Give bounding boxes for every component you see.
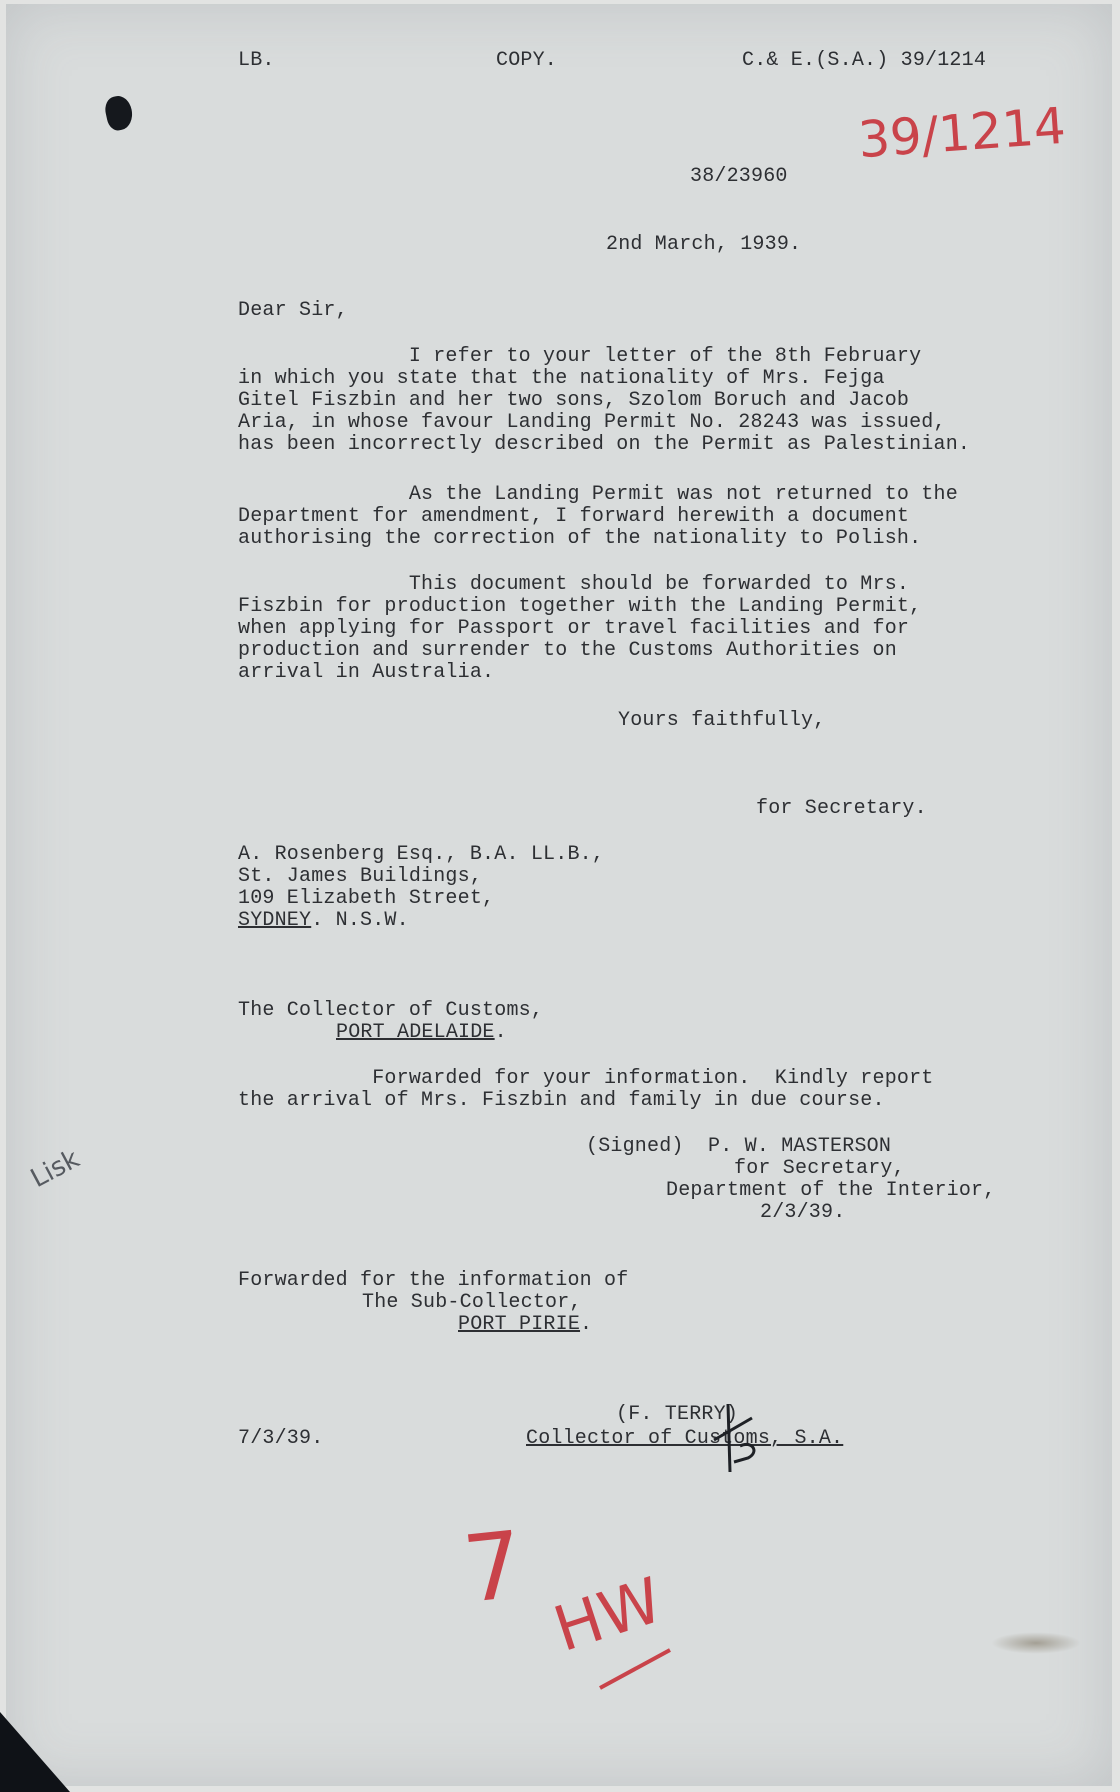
forward2-port-line — [458, 1314, 592, 1336]
red-underline-icon — [596, 1644, 676, 1694]
letter-date: 2nd March, 1939. — [606, 233, 802, 256]
pen-scrawl-icon — [700, 1400, 770, 1480]
punch-hole — [103, 94, 136, 133]
forward1-port: PORT ADELAIDE — [336, 1021, 495, 1044]
paper-stain — [991, 1632, 1081, 1654]
signature-title: for Secretary. — [756, 797, 927, 820]
forward1-department: Department of the Interior, — [666, 1179, 996, 1202]
closing: Yours faithfully, — [618, 709, 826, 732]
paragraph-line: I refer to your letter of the 8th February — [238, 345, 922, 368]
page-corner-shadow — [0, 1712, 70, 1792]
paragraph-line: Aria, in whose favour Landing Permit No. 28243 was issued, — [238, 411, 946, 434]
addressee-street: 109 Elizabeth Street, — [238, 887, 495, 910]
final-signer: (F. TERRY) — [616, 1403, 739, 1426]
header-lb: LB. — [238, 49, 275, 72]
salutation: Dear Sir, — [238, 299, 348, 322]
red-pencil-mark: 7 — [458, 1511, 528, 1624]
addressee-city-line — [238, 910, 409, 932]
forward2-recipient: The Sub-Collector, — [362, 1291, 582, 1314]
paragraph-line: in which you state that the nationality of Mrs. Fejga — [238, 367, 885, 390]
forward1-port-suffix: . — [494, 1021, 507, 1044]
paragraph-line: when applying for Passport or travel facilities and for — [238, 617, 910, 640]
document-page — [6, 4, 1112, 1786]
final-title: Collector of Customs, S.A. — [526, 1427, 844, 1450]
forward1-body-line: Forwarded for your information. Kindly report — [238, 1067, 934, 1090]
reference-number: 38/23960 — [690, 165, 788, 188]
forward1-for-secretary: for Secretary, — [734, 1157, 905, 1180]
handwritten-margin-note: Lisk — [25, 1143, 85, 1195]
paragraph-line: authorising the correction of the nationality to Polish. — [238, 527, 922, 550]
addressee-building: St. James Buildings, — [238, 865, 483, 888]
paragraph-line: has been incorrectly described on the Permit as Palestinian. — [238, 433, 971, 456]
forward1-recipient: The Collector of Customs, — [238, 999, 544, 1022]
addressee-state: . N.S.W. — [311, 909, 409, 932]
header-file-ref: C.& E.(S.A.) 39/1214 — [742, 49, 987, 72]
forward1-signed: (Signed) P. W. MASTERSON — [586, 1135, 892, 1158]
paragraph-line: Gitel Fiszbin and her two sons, Szolom Boruch and Jacob — [238, 389, 910, 412]
addressee-name: A. Rosenberg Esq., B.A. LL.B., — [238, 843, 605, 866]
forward2-port-suffix: . — [580, 1313, 593, 1336]
paragraph-line: Fiszbin for production together with the Landing Permit, — [238, 595, 922, 618]
paragraph-line: This document should be forwarded to Mrs. — [238, 573, 910, 596]
paragraph-line: arrival in Australia. — [238, 661, 495, 684]
paragraph-line: As the Landing Permit was not returned to the — [238, 483, 958, 506]
forward1-port-line — [336, 1022, 507, 1044]
addressee-city: SYDNEY — [238, 909, 312, 932]
header-copy: COPY. — [496, 49, 558, 72]
forward2-port: PORT PIRIE — [458, 1313, 581, 1336]
final-date: 7/3/39. — [238, 1427, 324, 1450]
forward1-body-line: the arrival of Mrs. Fiszbin and family in due course. — [238, 1089, 885, 1112]
red-pencil-initials: HW — [545, 1563, 671, 1666]
paragraph-line: production and surrender to the Customs Authorities on — [238, 639, 897, 662]
handwritten-file-number: 39/1214 — [856, 96, 1068, 170]
forward2-line: Forwarded for the information of — [238, 1269, 629, 1292]
forward1-date: 2/3/39. — [760, 1201, 846, 1224]
paragraph-line: Department for amendment, I forward herewith a document — [238, 505, 910, 528]
